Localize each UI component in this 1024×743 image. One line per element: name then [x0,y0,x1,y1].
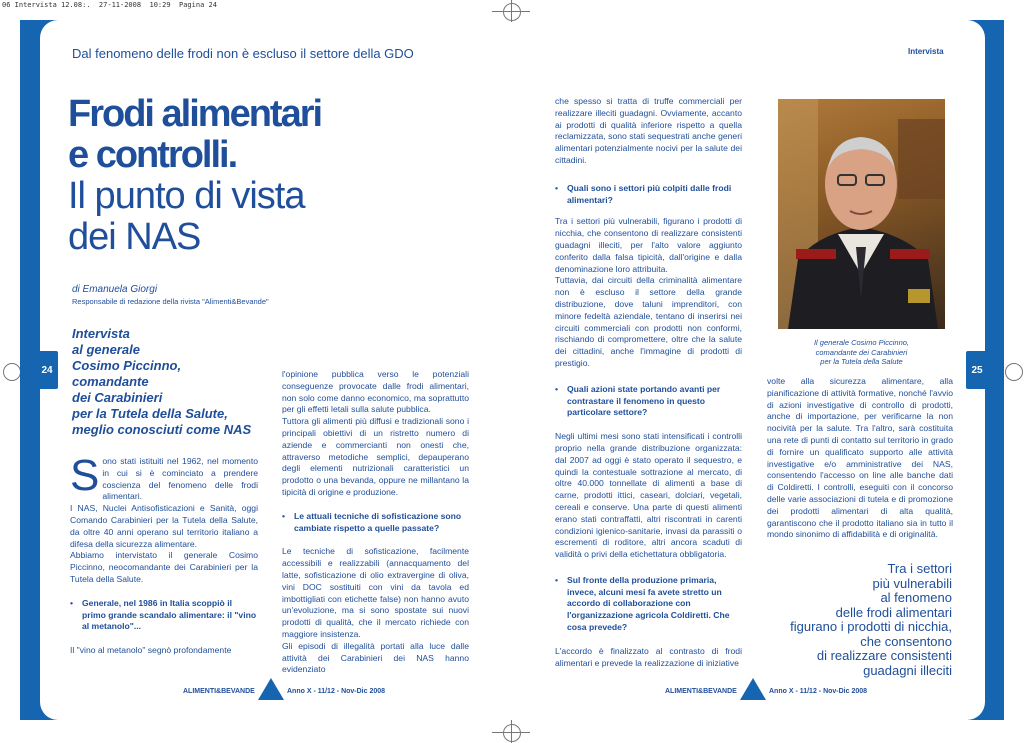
pull-line-7: di realizzare consistenti [816,648,952,663]
print-slug: 06 Intervista 12.08:. 27-11-2008 10:29 Pagina 24 [2,1,217,9]
pull-line-6: che consentono [860,633,952,649]
col1-paragraph-2: I NAS, Nuclei Antisofisticazioni e Sanità, oggi Comando Carabinieri per la Tutela della Salute, da oltre 40 anni operano sul territorio italiano a difesa della sicurezza alimentare. [70,503,258,549]
question-1: • Generale, nel 1986 in Italia scoppiò il primo grande scandalo alimentare: il "vino al metanolo"... [70,598,258,633]
footer-brand-left: ALIMENTI&BEVANDE [183,688,255,695]
question-3: • Quali sono i settori più colpiti dalle frodi alimentari? [555,183,742,207]
footer-issue-right: Anno X - 11/12 - Nov-Dic 2008 [769,688,868,695]
general-portrait-icon [778,99,945,329]
col2-paragraph-1: l'opinione pubblica verso le potenziali conseguenze provocate dalle frodi alimentari, non solo come danno economico, ma soprattutto per gli effetti letali sulla salute pubblica. [282,369,469,415]
footer-issue-left: Anno X - 11/12 - Nov-Dic 2008 [287,688,386,695]
crop-line-top-h [492,11,530,12]
crop-mark-right [1005,363,1023,381]
intro-line-1: Intervista [72,326,130,341]
header-kicker: Dal fenomeno delle frodi non è escluso il settore della GDO [72,46,414,61]
byline-author: di Emanuela Giorgi [72,284,158,295]
pull-line-3: al fenomeno [880,590,952,605]
col1-paragraph-1 [70,451,258,503]
page-number-right: 25 [966,351,988,389]
col3-paragraph-5: L'accordo è finalizzato al contrasto di frodi alimentari e prevede la realizzazione di iniziative [555,645,742,668]
header-section: Intervista [908,47,944,56]
question-5: • Sul fronte della produzione primaria, invece, alcuni mesi fa avete stretto un accordo di collaborazione con l'organizzazione agricola Coldiretti. Che cosa prevede? [555,575,742,634]
pull-line-5: figurano i prodotti di nicchia, [790,619,952,634]
col1-paragraph-3: Abbiamo intervistato il generale Cosimo Piccinno, neocomandante dei Carabinieri per la Tutela della Salute. [70,550,258,584]
page-number-left: 24 [36,351,58,389]
byline-role: Responsabile di redazione della rivista "Alimenti&Bevande" [72,297,269,306]
pull-line-8: guadagni illeciti [863,662,952,678]
brand-logo-left-icon [258,678,284,700]
column-2 [282,369,469,676]
pull-line-2: più vulnerabili [872,575,952,591]
col1-paragraph-4: Il "vino al metanolo" segnò profondamente [70,645,232,656]
question-2: • Le attuali tecniche di sofisticazione sono cambiate rispetto a quelle passate? [282,511,469,535]
title-line-2: e controlli. [68,134,237,176]
intro-line-4: comandante [72,374,149,389]
caption-line-1: Il generale Cosimo Piccinno, [813,338,910,347]
col3-paragraph-1: che spesso si tratta di truffe commerciali per realizzare illeciti guadagni. Ovviamente, accanto ai prodotti di qualità inferiore rispetto a quella reclamizzata, sono stati sequestrati anche generi alimentari potenzialmente nocivi per la salute dei cittadini. [555,96,742,165]
pull-quote [760,562,952,678]
title-line-3: Il punto di vista [68,175,305,217]
pull-line-4: delle frodi alimentari [835,604,952,620]
portrait-photo [778,99,945,329]
title-line-1: Frodi alimentari [68,93,322,135]
intro-line-2: al generale [72,342,140,357]
col1-p1-text: ono stati istituiti nel 1962, nel momento in cui si è cominciato a prendere coscienza del fenomeno delle frodi alimentari. [102,456,258,502]
brand-logo-right-icon [740,678,766,700]
col2-paragraph-2: Tuttora gli alimenti più diffusi e tradizionali sono i principali obiettivi di un ristretto numero di aziende e commercianti non onesti che, attraverso metodiche semplici, depauperano degli elementi nutrizionali caratteristici un prodotto o una bevanda, oppure ne millantano la tipicità di origine e produzione. [282,416,469,497]
pull-line-1: Tra i settori [887,561,952,576]
crop-mark-bottom [503,724,521,742]
footer-brand-right: ALIMENTI&BEVANDE [665,688,737,695]
col2-paragraph-3: Le tecniche di sofisticazione, facilmente accessibili e realizzabili (annacquamento del latte, sofisticazione di olio extravergine di oliva, vini DOC sostituiti con vini da tavola ed imbottigliati con etichette false) non hanno avuto un'evoluzione, ma si sono spostate sui nuovi prodotti di qualità, che il mercato richiede con maggiore insistenza. [282,546,469,639]
caption-line-3: per la Tutela della Salute [820,357,903,366]
column-1 [70,451,258,657]
col4-paragraph-1: volte alla sicurezza alimentare, alla pianificazione di attività formative, nonché l'avvio di azioni investigative di controllo di prodotti, anche di importazione, per verificarne la non nocività per la salute. Tra l'altro, sarà costituita una rete di punti di contatto sul territorio in grado di fornire un qualificato supporto alle attività investigative e/o amministrative dei NAS, consentendo l'accesso on line alle banche dati di Coldiretti. I controlli, eseguiti con il concorso delle varie associazioni di tutela e di promozione dei prodotti alimentari di alta qualità, garantiscono che il prodotto italiano sia in tutto il mondo sinonimo di affidabilità e di originalità. [767,376,953,540]
question-4: • Quali azioni state portando avanti per contrastare il fenomeno in questo particolare settore? [555,384,742,419]
crop-mark-left [3,363,21,381]
col2-paragraph-4: Gli episodi di illegalità portati alla luce dalle attività dei Carabinieri dei NAS hanno evidenziato [282,640,469,675]
intro-line-5: dei Carabinieri [72,390,163,405]
photo-caption [778,338,945,367]
crop-mark-top [503,3,521,21]
intro-line-3: Cosimo Piccinno, [72,358,182,373]
intro-lead [72,326,272,438]
col3-paragraph-4: Negli ultimi mesi sono stati intensificati i controlli proprio nella grande distribuzione organizzata: dal 2007 ad oggi è stato operato il sequestro, e quindi la contestuale sottrazione al mercato, di oltre 40.000 tonnellate di alimenti a base di carne, prodotti ittici, caseari, dolciari, vegetali, cereali e conserve. Una parte di questi alimenti erano stati contraffatti, altri riscontrati in carenti condizioni igienico-sanitarie, invasi da parassiti o escrementi di roditore, altri ancora scaduti di validità o privi della etichettatura obbligatoria. [555,431,742,560]
caption-line-2: comandante dei Carabinieri [815,347,908,357]
col3-paragraph-2: Tra i settori più vulnerabili, figurano i prodotti di nicchia, che consentono di realizzare consistenti guadagni illeciti, per l'alto valore aggiunto conferito dalla falsa tipicità, dall'origine e dalla denominazione loro attribuita. [555,216,742,274]
drop-cap: S [70,451,100,500]
title-line-4: dei NAS [68,216,201,258]
column-3 [555,96,742,669]
col3-paragraph-3: Tuttavia, dai circuiti della criminalità alimentare non è escluso il settore della grande distribuzione, dove taluni imprenditori, con minore fedeltà aziendale, tentano di inserirsi nei circuiti commerciali con prodotti non conformi, rischiando di compromettere, oltre che la salute dei cittadini, anche l'immagine di prodotti di prestigio. [555,275,742,368]
article-title [68,94,408,258]
crop-line-bottom-h [492,732,530,733]
intro-line-6: per la Tutela della Salute, [72,406,228,421]
intro-line-7: meglio conosciuti come NAS [72,422,252,437]
column-4 [767,376,953,541]
